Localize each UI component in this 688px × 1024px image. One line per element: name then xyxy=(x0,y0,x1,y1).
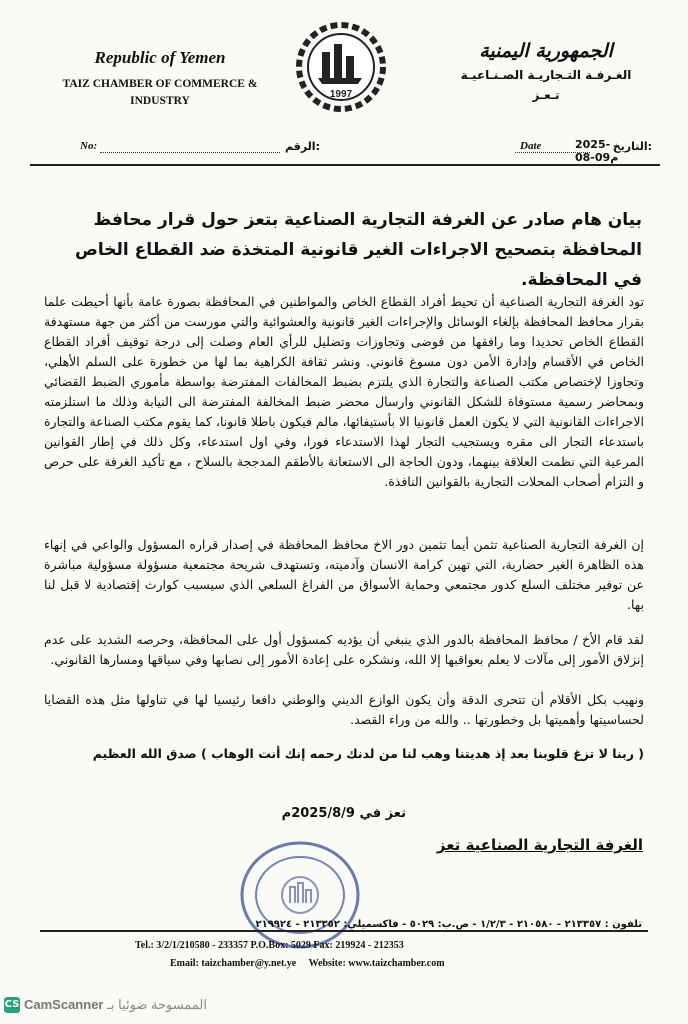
no-label: No: xyxy=(80,140,98,152)
footer-divider xyxy=(40,930,648,932)
email-label: Email: xyxy=(170,958,199,969)
reference-line xyxy=(70,138,652,164)
paragraph-4: ونهيب بكل الأقلام أن تتحرى الدقة وأن يكون الوازع الديني والوطني دافعا رئيسيا لها في تناولها مثل هذه القضايا لحساسيتها وأهميتها بل وخطورتها .. والله من وراء القصد. xyxy=(44,692,644,727)
header-divider xyxy=(30,164,660,166)
letterhead-english xyxy=(60,48,260,111)
logo-year: 1997 xyxy=(329,89,353,100)
chamber-en-line2: INDUSTRY xyxy=(130,95,190,108)
chamber-en-line1: TAIZ CHAMBER OF COMMERCE & xyxy=(62,78,258,90)
statement-title: بيان هام صادر عن الغرفة التجارية الصناعية بتعز حول قرار محافظ المحافظة بتصحيح الاجراءات الغير قانونية المتخذة ضد القطاع الخاص في المحافظة. xyxy=(75,210,642,290)
tarikh-label: :التاريخ xyxy=(612,140,652,153)
place-date: تعز في 2025/8/9م xyxy=(281,806,406,821)
paragraph-3: لقد قام الأخ / محافظ المحافظة بالدور الذي ينبغي أن يؤديه كمسؤول أول على المحافظة، وحرصه الشديد على عدم إنزلاق الأمور إلى مآلات لا يعلم بعواقبها إلا الله، ونشكره على إعادة الأمور إلى نصابها وفي سياقها ومسارها القانوني. xyxy=(44,632,644,667)
footer-email-website xyxy=(170,958,445,969)
republic-ar: الجمهورية اليمنية xyxy=(479,40,613,62)
signature: الغرفة التجارية الصناعية تعز xyxy=(436,836,643,854)
camscanner-watermark xyxy=(0,994,260,1018)
city-ar: تـعـز xyxy=(532,88,560,102)
paragraph-1: تود الغرفة التجارية الصناعية أن تحيط أفراد القطاع الخاص والمواطنين في المحافظة بصورة عامة بأنها أحيطت علما بقرار محافظ المحافظة بإلغاء الوسائل والإجراءات الغير قانونية والعشوائية والتي مورست من أكثر من جهة مستهدفة القطاع الخاص تحديدا وما رافقها من فوضى وتجاوزات وتضليل للرأي العام وصلت إلى درجة توقيف أفراد القطاع الخاص في الأقسام وإدارة الأمن دون مسوغ قانوني. ونشر ثقافة الكراهية بما لها من خطورة على السلم الأهلي، وتجاوزا لإختصاص مكتب الصناعة والتجارة الذي يلتزم بضبط المخالفات المفترضة بواسطة مأموري الضبط القضائي وبمحاضر رسمية مستوفاة للشكل القانوني وارسال محضر ضبط المخالفة المفترضة الى النيابة وذلك ما استلزمته الاجراءات القانونية التي لا يكون العمل قانونيا الا بأستيفائها، مالم فيكون باطلا قانونا، كما يقوم مكتب الصناعة والتجارة باستدعاء التجار الى مقره ويستجيب التجار لهذا الاستدعاء فورا، وفي اول استدعاء، وكل ذلك في إطار القوانين المرعية التي نظمت العلاقة بينهما، ودون الحاجة الى الاستعانة بالأطقم المدججة بالسلاح ، مع تأكيد الغرفة على حرص و التزام أصحاب المحلات التجارية بالقوانين النافذة. xyxy=(44,294,644,489)
footer-tel: Tel.: 3/2/1/210580 - 233357 P.O.Box: 5029 Fax: 219924 - 212353 xyxy=(135,940,404,951)
footer-arabic-contacts: تلفون : ٢١٣٣٥٧ - ٢١٠٥٨٠ - ١/٢/٣ - ص.ب: ٥٠٢٩ - فاكسميلي: ٢١٣٣٥٢ - ٢١٩٩٢٤ xyxy=(255,919,642,930)
website-label: Website: xyxy=(308,958,346,969)
letterhead-arabic xyxy=(456,40,636,102)
email-value: taizchamber@y.net.ye xyxy=(201,958,297,969)
republic-en: Republic of Yemen xyxy=(94,48,226,67)
chamber-logo xyxy=(296,22,386,112)
chamber-ar: الغـرفـة التـجاريـة الصـنـاعيـة xyxy=(460,68,632,82)
date-dotted-line xyxy=(515,152,590,153)
camscanner-text xyxy=(24,997,207,1013)
date-label: Date xyxy=(520,140,542,152)
website-value: www.taizchamber.com xyxy=(348,958,445,969)
quran-quote: ( ربنا لا تزغ قلوبنا بعد إذ هديتنا وهب لنا من لدنك رحمه إنك أنت الوهاب ) صدق الله العظيم xyxy=(92,746,644,761)
camscanner-icon: CS xyxy=(4,997,20,1013)
official-stamp xyxy=(235,835,365,955)
raqm-label: :الرقم xyxy=(285,140,320,153)
no-dotted-line xyxy=(100,152,280,153)
paragraph-2: إن الغرفة التجارية الصناعية تثمن أيما تثمين دور الاخ محافظ المحافظة في إصدار قراره المسؤول والواعي في إنهاء هذه الظاهرة الغير حضارية، التي تهين كرامة الانسان وآدميته، وتستهدف شريحة مجتمعية مسؤولة مسؤولية مباشرة عن توفير مختلف السلع كدور مجتمعي وحماية الأسواق من الفراغ السلعي الذي سيسبب كوارث إقتصادية لا قبل لنا بها. xyxy=(44,537,644,612)
date-value: 2025-08-09م xyxy=(575,138,619,164)
camscanner-arabic: الممسوحة ضوئيا بـ xyxy=(107,997,207,1012)
camscanner-brand: CamScanner xyxy=(24,997,104,1012)
